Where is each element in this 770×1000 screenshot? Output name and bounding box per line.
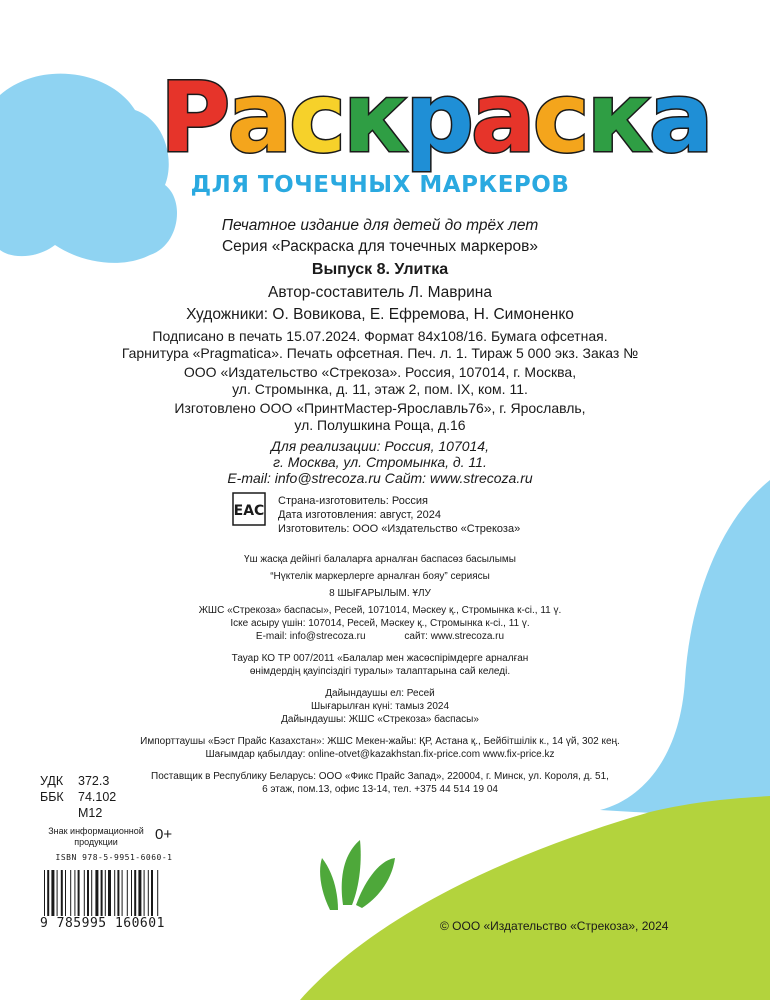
- barcode-bar: [117, 870, 119, 916]
- logo-letter: с: [289, 62, 344, 174]
- manufacturer-1: Изготовлено ООО «ПринтМастер-Ярославль76», г. Ярославль,: [174, 400, 586, 416]
- kz-line-3: 8 ШЫҒАРЫЛЫМ. ҰЛУ: [329, 588, 431, 599]
- print-info-2: Гарнитура «Pragmatica». Печать офсетная. Печ. л. 1. Тираж 5 000 экз. Заказ №: [121, 345, 639, 361]
- sale-address-2: г. Москва, ул. Стромынка, д. 11.: [273, 454, 487, 470]
- kz-line-7: Тауар КО ТР 007/2011 «Балалар мен жасөспірімдерге арналған: [231, 653, 529, 664]
- barcode-bar: [114, 870, 115, 916]
- logo-letter: Р: [160, 62, 228, 174]
- barcode-bar: [84, 870, 85, 916]
- barcode-bar: [108, 870, 111, 916]
- author: Автор-составитель Л. Маврина: [268, 284, 492, 301]
- udk-label: УДК: [40, 774, 64, 788]
- kz-line-9: Дайындаушы ел: Ресей: [325, 688, 435, 699]
- logo-letter: а: [227, 62, 290, 174]
- eac-date: Дата изготовления: август, 2024: [278, 509, 441, 521]
- barcode-bar: [47, 870, 49, 916]
- manufacturer-2: ул. Полушкина Роща, д.16: [294, 417, 466, 433]
- series-name: Серия «Раскраска для точечных маркеров»: [221, 238, 538, 255]
- barcode-bar: [134, 870, 136, 916]
- eac-maker: Изготовитель: ООО «Издательство «Стрекоза»: [278, 523, 521, 535]
- info-sign-line-1: Знак информационной: [48, 826, 144, 836]
- logo: [160, 62, 711, 198]
- logo-subtitle: ДЛЯ ТОЧЕЧНЫХ МАРКЕРОВ: [190, 172, 570, 198]
- contacts: E-mail: info@strecoza.ru Сайт: www.strecoza.ru: [227, 470, 533, 486]
- kz-line-5: Іске асыру үшін: 107014, Ресей, Мәскеу қ., Стромынка к-сі., 11 ү.: [230, 618, 530, 629]
- bbk-label: ББК: [40, 790, 64, 804]
- barcode-bar: [148, 870, 149, 916]
- kz-complaints: Шағымдар қабылдау: online-otvet@kazakhstan.fix-price.com www.fix-price.kz: [205, 749, 555, 760]
- sale-address-1: Для реализации: Россия, 107014,: [271, 438, 489, 454]
- kz-line-6: E-mail: info@strecoza.ru сайт: www.strecoza.ru: [255, 631, 505, 642]
- barcode-bar: [74, 870, 75, 916]
- kz-line-8: өнімдердің қауіпсіздігі туралы» талаптарына сай келеді.: [249, 666, 511, 677]
- author-mark: М12: [78, 806, 103, 820]
- barcode-bar: [87, 870, 89, 916]
- barcode: [40, 864, 185, 924]
- barcode-bar: [105, 870, 106, 916]
- artists: Художники: О. Вовикова, Е. Ефремова, Н. Симоненко: [186, 306, 574, 323]
- barcode-bar: [138, 870, 141, 916]
- eac-mark-icon: [232, 492, 266, 526]
- eac-country: Страна-изготовитель: Россия: [278, 495, 428, 507]
- barcode-bar: [61, 870, 63, 916]
- barcode-bar: [101, 870, 103, 916]
- kz-importer: Импорттаушы «Бэст Прайс Казахстан»: ЖШС Мекен-жайы: ҚР, Астана қ., Бейбітшілік к., 14 үй, 302 кең.: [140, 736, 620, 747]
- kz-line-2: “Нүктелік маркерлерге арналған бояу” сериясы: [270, 571, 490, 582]
- barcode-bar: [51, 870, 54, 916]
- logo-letter: а: [648, 62, 711, 174]
- barcode-bar: [78, 870, 80, 916]
- barcode-bar: [151, 870, 153, 916]
- logo-letter: а: [470, 62, 533, 174]
- info-sign-line-2: продукции: [74, 837, 118, 847]
- barcode-bar: [95, 870, 98, 916]
- edition-type: Печатное издание для детей до трёх лет: [221, 217, 539, 234]
- barcode-bar: [44, 870, 45, 916]
- barcode-bar: [127, 870, 128, 916]
- isbn: ISBN 978-5-9951-6060-1: [55, 853, 173, 862]
- publisher-1: ООО «Издательство «Стрекоза». Россия, 107014, г. Москва,: [183, 364, 577, 380]
- logo-letter: с: [532, 62, 587, 174]
- age-rating: 0+: [155, 826, 173, 843]
- logo-letter: к: [586, 62, 649, 174]
- by-supplier-1: Поставщик в Республику Беларусь: ООО «Фикс Прайс Запад», 220004, г. Минск, ул. Короля, д. 51,: [151, 771, 609, 782]
- logo-letter: к: [343, 62, 406, 174]
- barcode-digits: 9 785995 160601: [40, 916, 165, 931]
- eac-label: ЕАС: [233, 503, 265, 519]
- barcode-bar: [70, 870, 71, 916]
- kz-line-1: Үш жасқа дейінгі балаларға арналған баспасөз басылымы: [244, 554, 516, 565]
- barcode-bar: [157, 870, 158, 916]
- issue-title: Выпуск 8. Улитка: [311, 261, 449, 278]
- bbk-value: 74.102: [78, 790, 117, 804]
- barcode-bar: [65, 870, 66, 916]
- print-info-1: Подписано в печать 15.07.2024. Формат 84х108/16. Бумага офсетная.: [152, 328, 608, 344]
- publisher-2: ул. Стромынка, д. 11, этаж 2, пом. IX, ком. 11.: [232, 381, 528, 397]
- barcode-bar: [144, 870, 145, 916]
- udk-value: 372.3: [78, 774, 110, 788]
- kz-line-4: ЖШС «Стрекоза» баспасы», Ресей, 1071014, Мәскеу қ., Стромынка к-сі., 11 ү.: [198, 605, 562, 616]
- by-supplier-2: 6 этаж, пом.13, офис 13-14, тел. +375 44 514 19 04: [262, 784, 498, 795]
- barcode-bar: [91, 870, 92, 916]
- barcode-bar: [122, 870, 123, 916]
- copyright: © ООО «Издательство «Стрекоза», 2024: [440, 919, 669, 933]
- barcode-bar: [57, 870, 58, 916]
- kz-line-11: Дайындаушы: ЖШС «Стрекоза» баспасы»: [281, 714, 479, 725]
- logo-letter: р: [405, 62, 471, 174]
- barcode-bar: [131, 870, 132, 916]
- kz-line-10: Шығарылған күні: тамыз 2024: [310, 701, 450, 712]
- logo-title: [160, 62, 711, 174]
- info-sign: [40, 826, 152, 848]
